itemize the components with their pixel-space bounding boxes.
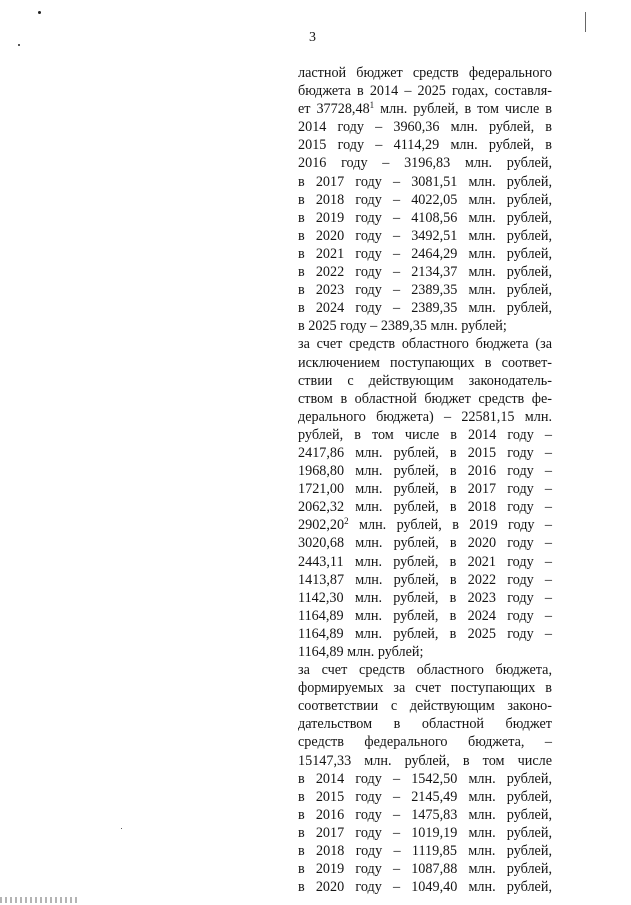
text-line: 2443,11 млн. рублей, в 2021 году – (298, 553, 552, 570)
text-line: в 2017 году – 3081,51 млн. рублей, (298, 173, 552, 190)
body-text (298, 64, 552, 896)
text-line: в 2021 году – 2464,29 млн. рублей, (298, 245, 552, 262)
text-line: 2417,86 млн. рублей, в 2015 году – (298, 444, 552, 461)
text-line: 1142,30 млн. рублей, в 2023 году – (298, 589, 552, 606)
page-number: 3 (309, 30, 316, 45)
text-fragment: млн. рублей, в том числе в (380, 101, 552, 118)
text-line: в 2023 году – 2389,35 млн. рублей, (298, 282, 552, 299)
text-line: в 2016 году – 1475,83 млн. рублей, (298, 806, 552, 823)
text-line: дательством в областной бюджет (298, 716, 552, 733)
scan-mark (585, 12, 586, 32)
text-fragment: 2902,20 (298, 517, 345, 534)
text-line: дерального бюджета) – 22581,15 млн. (298, 408, 552, 425)
text-line: ластной бюджет средств федерального (298, 65, 552, 81)
text-line: в 2019 году – 4108,56 млн. рублей, (298, 209, 552, 226)
text-line-with-footnote (298, 516, 552, 534)
text-line-with-footnote (298, 100, 552, 118)
text-fragment: ет 37728,48 (298, 101, 370, 118)
text-line: за счет средств областного бюджета, (298, 662, 552, 679)
text-line: в 2025 году – 2389,35 млн. рублей; (298, 318, 507, 335)
text-line: в 2018 году – 4022,05 млн. рублей, (298, 191, 552, 208)
text-line: 2014 году – 3960,36 млн. рублей, в (298, 119, 552, 136)
scan-speck (121, 828, 122, 829)
text-line: рублей, в том числе в 2014 году – (298, 426, 552, 443)
text-line: средств федерального бюджета, – (298, 734, 552, 751)
text-line: в 2017 году – 1019,19 млн. рублей, (298, 824, 552, 841)
scan-speck (38, 11, 41, 14)
text-line: 2062,32 млн. рублей, в 2018 году – (298, 499, 552, 516)
footnote-mark: 1 (369, 100, 375, 111)
text-line: в 2018 году – 1119,85 млн. рублей, (298, 843, 552, 860)
text-line: за счет средств областного бюджета (за (298, 336, 552, 353)
text-line: 1721,00 млн. рублей, в 2017 году – (298, 481, 552, 498)
scan-noise (0, 897, 80, 903)
text-line: 2016 году – 3196,83 млн. рублей, (298, 155, 552, 172)
scan-speck (18, 44, 20, 46)
text-line: бюджета в 2014 – 2025 годах, составля- (298, 83, 552, 100)
text-line: в 2014 году – 1542,50 млн. рублей, (298, 770, 552, 787)
text-line: соответствии с действующим законо- (298, 698, 552, 715)
text-line: формируемых за счет поступающих в (298, 680, 552, 697)
text-line: исключением поступающих в соответ- (298, 354, 552, 371)
text-line: 15147,33 млн. рублей, в том числе (298, 752, 552, 769)
text-line: 1968,80 млн. рублей, в 2016 году – (298, 463, 552, 480)
text-line: 1164,89 млн. рублей; (298, 644, 424, 660)
text-line: в 2019 году – 1087,88 млн. рублей, (298, 861, 552, 878)
text-line: в 2024 году – 2389,35 млн. рублей, (298, 300, 552, 317)
text-line: 1413,87 млн. рублей, в 2022 году – (298, 571, 552, 588)
text-fragment: млн. рублей, в 2019 году – (359, 517, 553, 534)
text-line: 1164,89 млн. рублей, в 2024 году – (298, 607, 552, 624)
text-line: 1164,89 млн. рублей, в 2025 году – (298, 625, 552, 642)
text-line: ствии с действующим законодатель- (298, 372, 552, 389)
text-line: ством в областной бюджет средств фе- (298, 390, 552, 407)
text-line: в 2015 году – 2145,49 млн. рублей, (298, 788, 552, 805)
text-line: 3020,68 млн. рублей, в 2020 году – (298, 535, 552, 552)
text-line: в 2020 году – 3492,51 млн. рублей, (298, 227, 552, 244)
text-line: 2015 году – 4114,29 млн. рублей, в (298, 137, 552, 154)
text-line: в 2022 году – 2134,37 млн. рублей, (298, 264, 552, 281)
footnote-mark: 2 (344, 516, 349, 527)
text-line: в 2020 году – 1049,40 млн. рублей, (298, 879, 552, 896)
